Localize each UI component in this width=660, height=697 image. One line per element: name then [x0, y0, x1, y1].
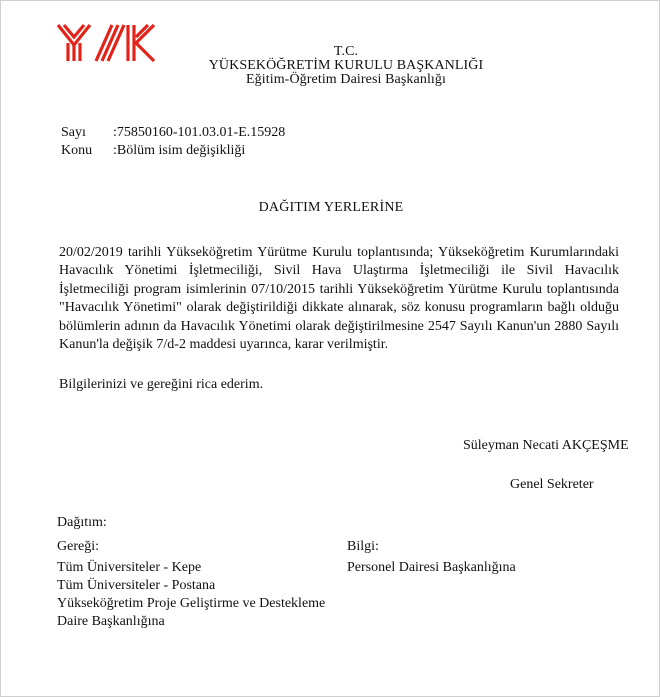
subject-row [61, 142, 285, 160]
subject-value: :Bölüm isim değişikliği [113, 143, 246, 158]
signatory-title: Genel Sekreter [510, 477, 594, 492]
signatory-name: Süleyman Necati AKÇEŞME [463, 438, 629, 453]
reference-number-row [61, 124, 285, 142]
document-meta [61, 124, 285, 160]
list-item: Personel Dairesi Başkanlığına [347, 560, 516, 575]
reference-value: :75850160-101.03.01-E.15928 [113, 125, 286, 140]
closing-sentence: Bilgilerinizi ve gereğini rica ederim. [59, 377, 264, 392]
letterhead-country: T.C. [333, 44, 359, 59]
yok-logo-icon [56, 19, 156, 63]
letterhead [181, 45, 511, 87]
subject-label: Konu [61, 143, 93, 158]
distribution-info-list [347, 538, 516, 577]
reference-label: Sayı [61, 125, 86, 140]
info-label: Bilgi: [347, 539, 379, 554]
distribution-action-list [57, 538, 325, 631]
action-label: Gereği: [57, 539, 99, 554]
list-item: Tüm Üniversiteler - Kepe [57, 560, 202, 575]
recipient-title: DAĞITIM YERLERİNE [258, 200, 404, 215]
letter-body: 20/02/2019 tarihli Yükseköğretim Yürütme Kurulu toplantısında; Yükseköğretim Kurumlarındaki Havacılık Yönetimi İşletmeciliği, Sivil Hava Ulaştırma İşletmeciliği ile Sivil Havacılık İşletmeciliği program isimlerinin 07/10/2015 tarihli Yükseköğretim Yürütme Kurulu toplantısında "Havacılık Yönetimi" olarak değiştirildiği dikkate alınarak, söz konusu programların bağlı olduğu bölümlerin adının da Havacılık Yönetimi olarak değiştirilmesine 2547 Sayılı Kanun'un 2880 Sayılı Kanun'la değişik 7/d-2 maddesi uyarınca, karar verilmiştir. [59, 245, 619, 353]
list-item: Yükseköğretim Proje Geliştirme ve Destekleme [57, 596, 326, 611]
letterhead-department: Eğitim-Öğretim Dairesi Başkanlığı [245, 72, 447, 87]
list-item: Tüm Üniversiteler - Postana [57, 578, 216, 593]
distribution-label: Dağıtım: [57, 515, 107, 530]
list-item: Daire Başkanlığına [57, 614, 165, 629]
letterhead-institution: YÜKSEKÖĞRETİM KURULU BAŞKANLIĞI [208, 58, 484, 73]
